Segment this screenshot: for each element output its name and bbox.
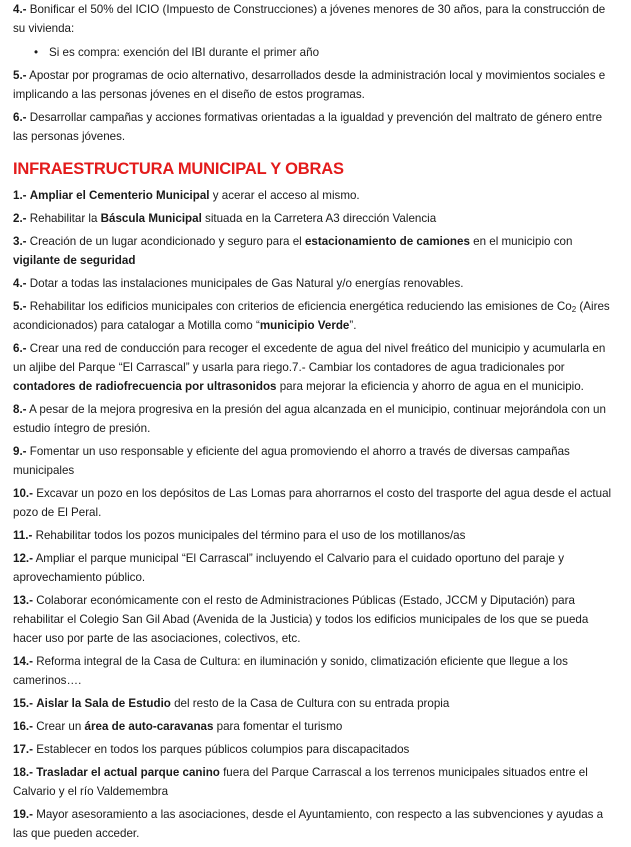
item-text: Dotar a todas las instalaciones municipales de Gas Natural y/o energías renovables.: [26, 277, 464, 290]
bullet-text: Si es compra: exención del IBI durante el primer año: [49, 46, 320, 59]
infra-item-19: [13, 805, 619, 843]
item-number: 13.-: [13, 594, 33, 607]
item-bold-text: contadores de radiofrecuencia por ultrasonidos: [13, 380, 277, 393]
item-text: Establecer en todos los parques públicos columpios para discapacitados: [32, 743, 410, 756]
item-number: 9.-: [13, 445, 27, 458]
item-bold-text: área de auto-caravanas: [84, 720, 214, 733]
item-text: A pesar de la mejora progresiva en la presión del agua alcanzada en el municipio, continuar mejorándola con un estudio íntegro de presión.: [13, 403, 606, 435]
item-text: (Aires acondicionados) para catalogar a Motilla como “: [13, 300, 610, 332]
item-number: 4.-: [13, 277, 27, 290]
item-text: y acerar el acceso al mismo.: [209, 189, 360, 202]
infra-item-13: [13, 591, 619, 648]
item-number: 16.-: [13, 720, 33, 733]
item-number: 12.-: [13, 552, 33, 565]
item-number: 17.-: [13, 743, 33, 756]
item-number: 14.-: [13, 655, 33, 668]
item-bold-text: vigilante de seguridad: [13, 254, 136, 267]
infra-item-4: [13, 274, 619, 293]
item-number: 6.-: [13, 342, 27, 355]
item-bold-text: estacionamiento de camiones: [304, 235, 470, 248]
infra-item-9: [13, 442, 619, 480]
infra-item-12: [13, 549, 619, 587]
item-text: Colaborar económicamente con el resto de Administraciones Públicas (Estado, JCCM y Diputación) para rehabilitar el Colegio San Gil Abad (Avenida de la Justicia) y todos los edificios municipales de los que se pueda hacer uso por parte de las asociaciones, colectivos, etc.: [13, 594, 589, 645]
item-text: del resto de la Casa de Cultura con su entrada propia: [170, 697, 450, 710]
item-bold-text: Báscula Municipal: [100, 212, 202, 225]
item-number: 5.-: [13, 69, 27, 82]
item-text: Mayor asesoramiento a las asociaciones, desde el Ayuntamiento, con respecto a las subvenciones y ayudas a las que pueden acceder.: [13, 808, 604, 840]
section-heading: INFRAESTRUCTURA MUNICIPAL Y OBRAS: [13, 160, 344, 178]
item-bold-text: Trasladar el actual parque canino: [36, 766, 220, 779]
item-number: 19.-: [13, 808, 33, 821]
item-text: Crear una red de conducción para recoger el excedente de agua del nivel freático del municipio y acumularla en un aljibe del Parque “El Carrascal” y usarla para riego.7.- Cambiar los contadores de agua tradicionales por: [13, 342, 606, 374]
infra-item-11: [13, 526, 619, 545]
item-text: fuera del Parque Carrascal a los terrenos municipales situados entre el Calvario y el río Valdemembra: [13, 766, 588, 798]
item-number: 18.-: [13, 766, 33, 779]
item-text: Rehabilitar los edificios municipales con criterios de eficiencia energética reduciendo las emisiones de Co: [26, 300, 572, 313]
item-text: Rehabilitar la: [26, 212, 101, 225]
youth-item-4: [13, 0, 619, 38]
infra-item-8: [13, 400, 619, 438]
item-text: Desarrollar campañas y acciones formativas orientadas a la igualdad y prevención del maltrato de género entre las personas jóvenes.: [13, 111, 603, 143]
item-text: Bonificar el 50% del ICIO (Impuesto de Construcciones) a jóvenes menores de 30 años, para la construcción de su vivienda:: [13, 3, 606, 35]
item-number: 1.-: [13, 189, 27, 202]
infra-item-18: [13, 763, 619, 801]
infra-item-1: [13, 186, 619, 205]
youth-item-6: [13, 108, 619, 146]
item-number: 5.-: [13, 300, 27, 313]
item-bold-text: Aislar la Sala de Estudio: [36, 697, 171, 710]
item-number: 4.-: [13, 3, 27, 16]
item-text: Apostar por programas de ocio alternativo, desarrollados desde la administración local y movimientos sociales e implicando a las personas jóvenes en el diseño de estos programas.: [13, 69, 606, 101]
item-text: Crear un: [32, 720, 85, 733]
item-text: Ampliar el parque municipal “El Carrascal” incluyendo el Calvario para el cuidado oportuno del paraje y aprovechamiento público.: [13, 552, 565, 584]
item-number: 11.-: [13, 529, 33, 542]
infra-item-15: [13, 694, 619, 713]
infra-item-5: [13, 297, 619, 335]
item-text: para fomentar el turismo: [213, 720, 343, 733]
item-number: 10.-: [13, 487, 33, 500]
infra-item-16: [13, 717, 619, 736]
item-text: Reforma integral de la Casa de Cultura: en iluminación y sonido, climatización eficiente que llegue a los camerinos….: [13, 655, 568, 687]
document-page: [13, 0, 619, 847]
item-number: 3.-: [13, 235, 27, 248]
infra-item-14: [13, 652, 619, 690]
youth-item-5: [13, 66, 619, 104]
bullet-item: [13, 43, 619, 62]
item-number: 8.-: [13, 403, 27, 416]
item-text: Excavar un pozo en los depósitos de Las Lomas para ahorrarnos el costo del trasporte del agua desde el actual pozo de El Peral.: [13, 487, 612, 519]
item-text: Creación de un lugar acondicionado y seguro para el: [26, 235, 305, 248]
item-text: ”.: [349, 319, 357, 332]
item-text: Fomentar un uso responsable y eficiente del agua promoviendo el ahorro a través de diversas campañas municipales: [13, 445, 570, 477]
item-number: 15.-: [13, 697, 33, 710]
subscript: 2: [571, 305, 577, 314]
item-text: Rehabilitar todos los pozos municipales del término para el uso de los motillanos/as: [32, 529, 466, 542]
infra-item-6: [13, 339, 619, 396]
bullet-dot-icon: •: [34, 46, 39, 59]
item-text: para mejorar la eficiencia y ahorro de agua en el municipio.: [276, 380, 584, 393]
infra-item-17: [13, 740, 619, 759]
item-number: 2.-: [13, 212, 27, 225]
item-bold-text: municipio Verde: [259, 319, 350, 332]
item-text: en el municipio con: [469, 235, 573, 248]
infra-item-3: [13, 232, 619, 270]
item-bold-text: Ampliar el Cementerio Municipal: [29, 189, 210, 202]
infra-item-2: [13, 209, 619, 228]
item-text: situada en la Carretera A3 dirección Valencia: [201, 212, 437, 225]
item-number: 6.-: [13, 111, 27, 124]
infra-item-10: [13, 484, 619, 522]
